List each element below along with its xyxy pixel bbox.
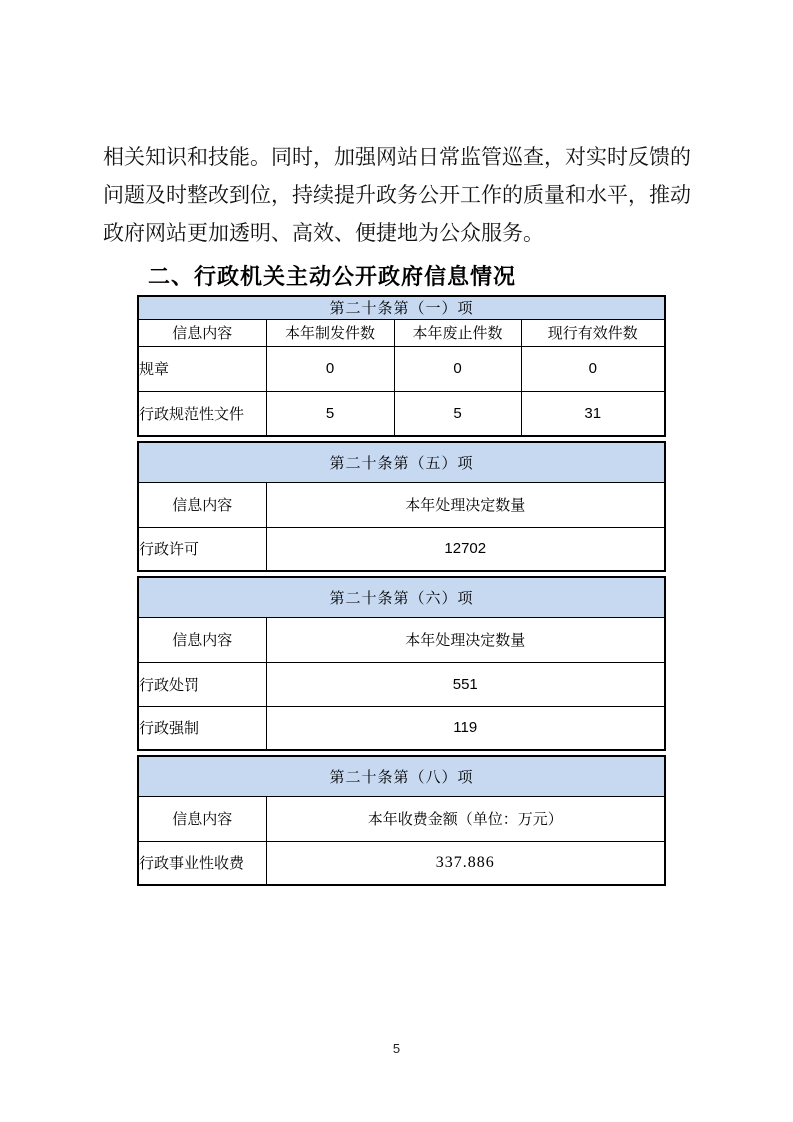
section-title: 第二十条第（一）项: [138, 296, 665, 319]
value-cell: 119: [266, 706, 665, 750]
column-header: 信息内容: [138, 617, 266, 662]
column-header-row: [138, 617, 665, 662]
section-title: 第二十条第（八）项: [138, 756, 665, 796]
column-header: 信息内容: [138, 796, 266, 841]
value-cell: 0: [521, 346, 665, 391]
section-title-row: [138, 296, 665, 319]
column-header: 本年收费金额（单位：万元）: [266, 796, 665, 841]
column-header-row: [138, 319, 665, 346]
column-header: 信息内容: [138, 482, 266, 527]
column-header: 本年废止件数: [394, 319, 521, 346]
table-section-article20-item6: [137, 576, 666, 751]
column-header: 信息内容: [138, 319, 266, 346]
value-cell: 31: [521, 391, 665, 436]
row-label: 规章: [138, 346, 266, 391]
table-section-article20-item8: [137, 755, 666, 886]
column-header: 本年处理决定数量: [266, 617, 665, 662]
section-title-row: [138, 577, 665, 617]
row-label: 行政事业性收费: [138, 841, 266, 885]
value-cell: 5: [394, 391, 521, 436]
statistics-tables: [137, 295, 664, 886]
row-label: 行政许可: [138, 527, 266, 571]
body-paragraph: 相关知识和技能。同时，加强网站日常监管巡查，对实时反馈的问题及时整改到位，持续提升政务公开工作的质量和水平，推动政府网站更加透明、高效、便捷地为公众服务。: [103, 145, 691, 245]
section-title-row: [138, 756, 665, 796]
section-heading: 二、行政机关主动公开政府信息情况: [148, 264, 517, 289]
column-header: 本年处理决定数量: [266, 482, 665, 527]
section-title-row: [138, 442, 665, 482]
value-cell: 0: [266, 346, 394, 391]
column-header-row: [138, 482, 665, 527]
value-cell: 12702: [266, 527, 665, 571]
section-title: 第二十条第（五）项: [138, 442, 665, 482]
table-section-article20-item1: [137, 295, 666, 437]
value-cell: 5: [266, 391, 394, 436]
table-row: [138, 841, 665, 885]
row-label: 行政强制: [138, 706, 266, 750]
table-row: [138, 391, 665, 436]
column-header-row: [138, 796, 665, 841]
value-cell: 337.886: [266, 841, 665, 885]
table-row: [138, 346, 665, 391]
table-row: [138, 662, 665, 706]
value-cell: 0: [394, 346, 521, 391]
column-header: 现行有效件数: [521, 319, 665, 346]
page-number: 5: [392, 1041, 401, 1056]
table-row: [138, 527, 665, 571]
value-cell: 551: [266, 662, 665, 706]
row-label: 行政处罚: [138, 662, 266, 706]
table-section-article20-item5: [137, 441, 666, 572]
row-label: 行政规范性文件: [138, 391, 266, 436]
table-row: [138, 706, 665, 750]
section-title: 第二十条第（六）项: [138, 577, 665, 617]
column-header: 本年制发件数: [266, 319, 394, 346]
